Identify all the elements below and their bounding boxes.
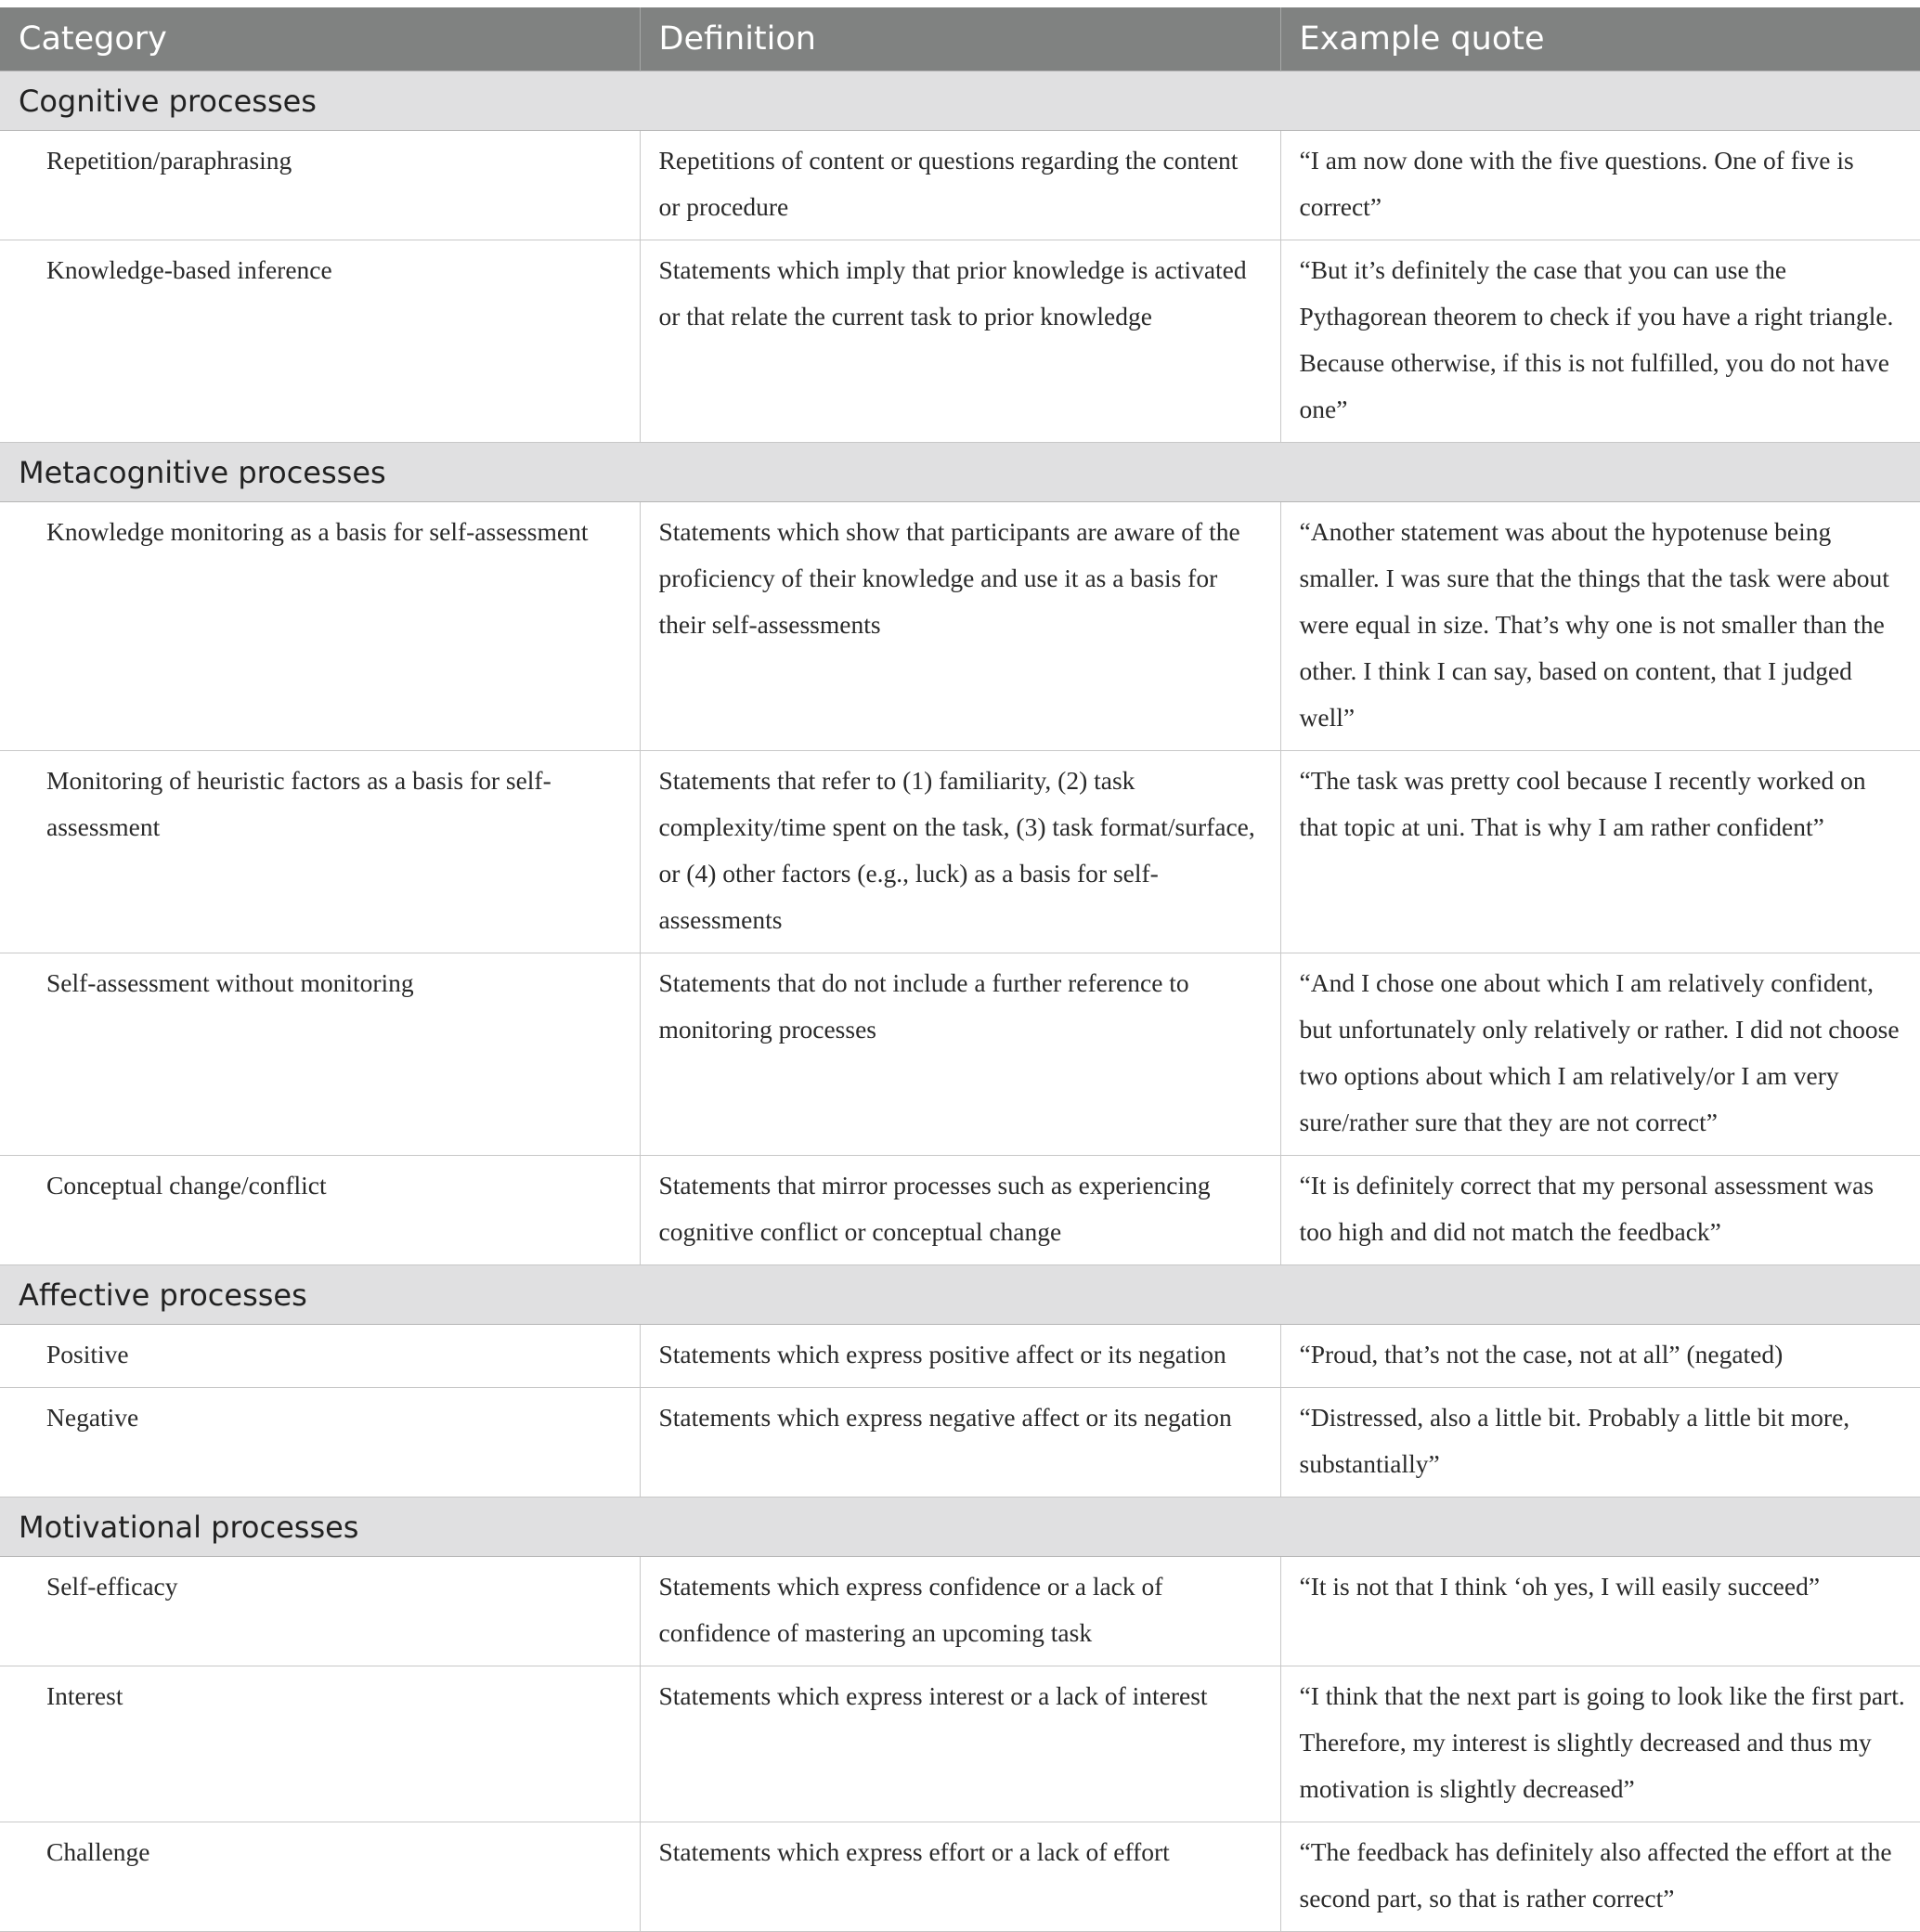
category-cell: Positive bbox=[0, 1325, 640, 1388]
table-body bbox=[0, 71, 1920, 1932]
section-row bbox=[0, 1498, 1920, 1557]
table-row bbox=[0, 131, 1920, 240]
section-title: Affective processes bbox=[0, 1265, 1920, 1325]
category-cell: Monitoring of heuristic factors as a basis for self-assessment bbox=[0, 751, 640, 953]
table-row bbox=[0, 1557, 1920, 1666]
quote-cell: “The task was pretty cool because I recently worked on that topic at uni. That is why I am rather confident” bbox=[1280, 751, 1920, 953]
quote-cell: “The feedback has definitely also affected the effort at the second part, so that is rather correct” bbox=[1280, 1822, 1920, 1932]
category-cell: Repetition/paraphrasing bbox=[0, 131, 640, 240]
quote-cell: “It is definitely correct that my personal assessment was too high and did not match the feedback” bbox=[1280, 1156, 1920, 1265]
category-cell: Self-efficacy bbox=[0, 1557, 640, 1666]
quote-cell: “But it’s definitely the case that you can use the Pythagorean theorem to check if you have a right triangle. Because otherwise, if this is not fulfilled, you do not have one” bbox=[1280, 240, 1920, 443]
category-cell: Knowledge monitoring as a basis for self-assessment bbox=[0, 502, 640, 751]
quote-cell: “Distressed, also a little bit. Probably a little bit more, substantially” bbox=[1280, 1388, 1920, 1498]
section-row bbox=[0, 443, 1920, 502]
table-row bbox=[0, 240, 1920, 443]
section-title: Metacognitive processes bbox=[0, 443, 1920, 502]
section-row bbox=[0, 1265, 1920, 1325]
definition-cell: Statements which express negative affect or its negation bbox=[640, 1388, 1280, 1498]
section-title: Motivational processes bbox=[0, 1498, 1920, 1557]
header-definition: Definition bbox=[640, 7, 1280, 71]
category-cell: Knowledge-based inference bbox=[0, 240, 640, 443]
quote-cell: “It is not that I think ‘oh yes, I will easily succeed” bbox=[1280, 1557, 1920, 1666]
definition-cell: Statements which express confidence or a lack of confidence of mastering an upcoming task bbox=[640, 1557, 1280, 1666]
table-row bbox=[0, 751, 1920, 953]
table-row bbox=[0, 502, 1920, 751]
table-row bbox=[0, 1666, 1920, 1822]
header-category: Category bbox=[0, 7, 640, 71]
definition-cell: Statements which express positive affect or its negation bbox=[640, 1325, 1280, 1388]
quote-cell: “I am now done with the five questions. One of five is correct” bbox=[1280, 131, 1920, 240]
quote-cell: “I think that the next part is going to look like the first part. Therefore, my interest is slightly decreased and thus my motivation is slightly decreased” bbox=[1280, 1666, 1920, 1822]
table-container bbox=[0, 7, 1920, 1932]
table-row bbox=[0, 1388, 1920, 1498]
table-row bbox=[0, 1156, 1920, 1265]
definition-cell: Statements that refer to (1) familiarity, (2) task complexity/time spent on the task, (3) task format/surface, or (4) other factors (e.g., luck) as a basis for self-assessments bbox=[640, 751, 1280, 953]
definition-cell: Statements which express interest or a lack of interest bbox=[640, 1666, 1280, 1822]
section-title: Cognitive processes bbox=[0, 71, 1920, 131]
table-row bbox=[0, 1325, 1920, 1388]
category-cell: Self-assessment without monitoring bbox=[0, 953, 640, 1156]
table-row bbox=[0, 1822, 1920, 1932]
quote-cell: “Another statement was about the hypotenuse being smaller. I was sure that the things that the task were about were equal in size. That’s why one is not smaller than the other. I think I can say, based on content, that I judged well” bbox=[1280, 502, 1920, 751]
category-cell: Negative bbox=[0, 1388, 640, 1498]
definition-cell: Statements which express effort or a lack of effort bbox=[640, 1822, 1280, 1932]
table-header-row bbox=[0, 7, 1920, 71]
quote-cell: “And I chose one about which I am relatively confident, but unfortunately only relatively or rather. I did not choose two options about which I am relatively/or I am very sure/rather sure that they are not correct” bbox=[1280, 953, 1920, 1156]
section-row bbox=[0, 71, 1920, 131]
table-row bbox=[0, 953, 1920, 1156]
categories-table bbox=[0, 7, 1920, 1932]
definition-cell: Repetitions of content or questions regarding the content or procedure bbox=[640, 131, 1280, 240]
category-cell: Challenge bbox=[0, 1822, 640, 1932]
definition-cell: Statements which imply that prior knowledge is activated or that relate the current task to prior knowledge bbox=[640, 240, 1280, 443]
category-cell: Interest bbox=[0, 1666, 640, 1822]
header-example-quote: Example quote bbox=[1280, 7, 1920, 71]
definition-cell: Statements which show that participants are aware of the proficiency of their knowledge and use it as a basis for their self-assessments bbox=[640, 502, 1280, 751]
category-cell: Conceptual change/conflict bbox=[0, 1156, 640, 1265]
definition-cell: Statements that mirror processes such as experiencing cognitive conflict or conceptual change bbox=[640, 1156, 1280, 1265]
definition-cell: Statements that do not include a further reference to monitoring processes bbox=[640, 953, 1280, 1156]
quote-cell: “Proud, that’s not the case, not at all” (negated) bbox=[1280, 1325, 1920, 1388]
